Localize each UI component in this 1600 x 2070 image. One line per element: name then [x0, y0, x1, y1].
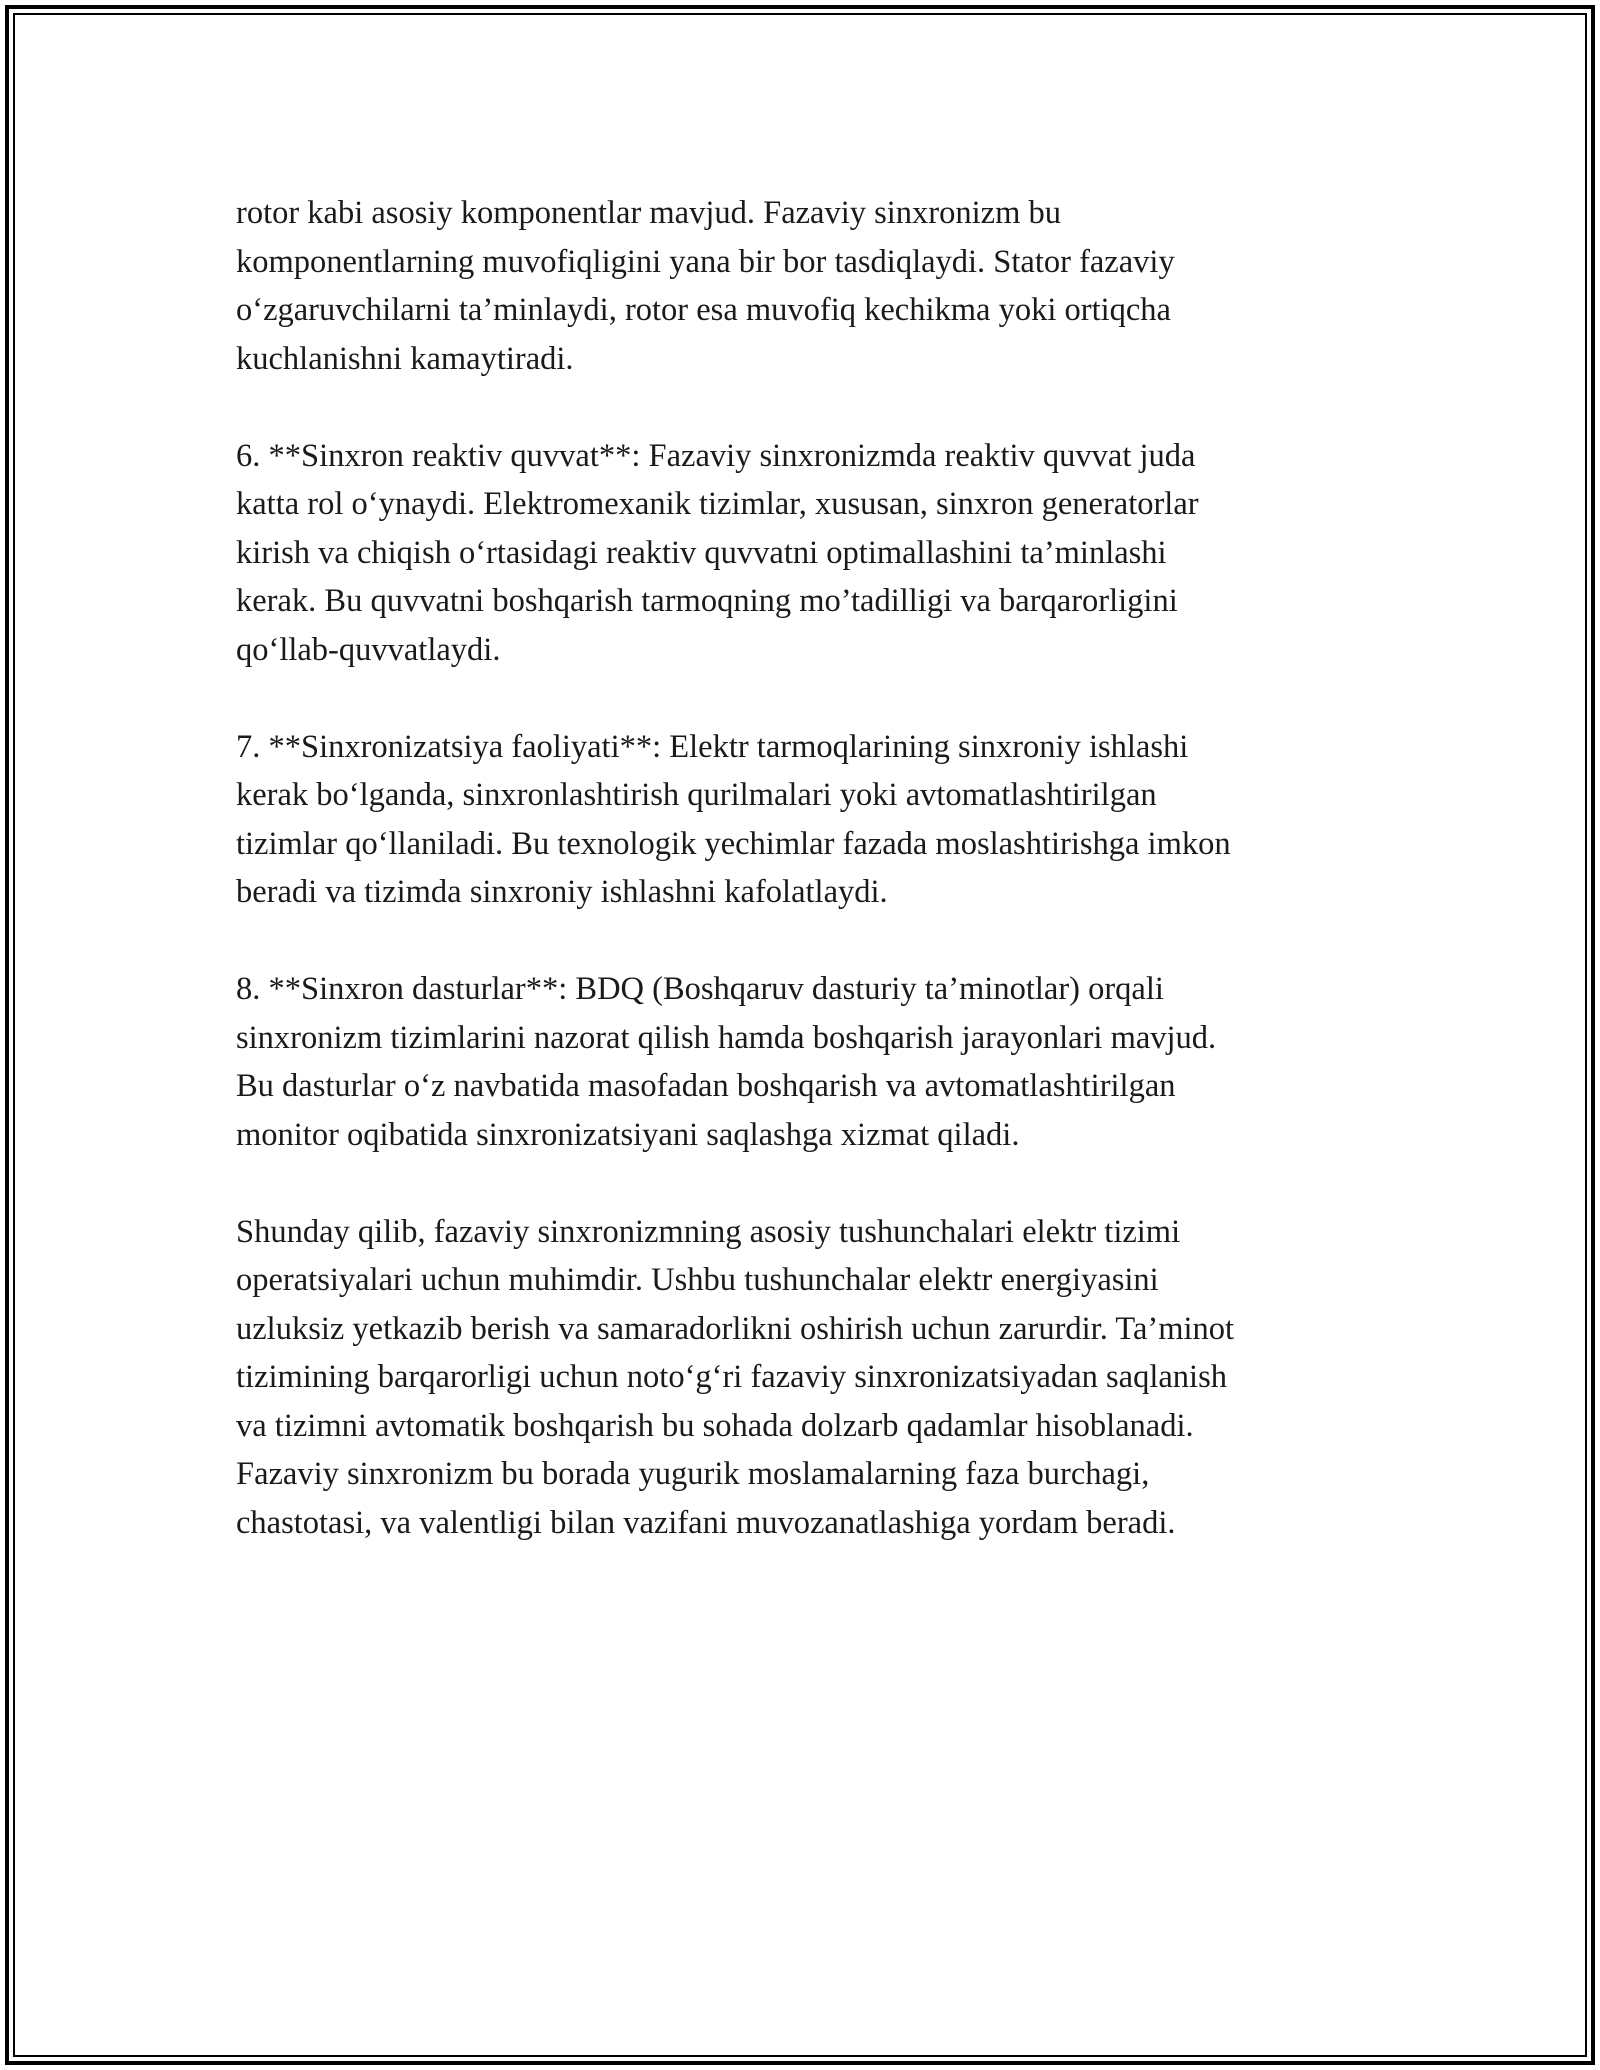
- text-line: Bu dasturlar o‘z navbatida masofadan boshqarish va avtomatlashtirilgan: [236, 1068, 1176, 1104]
- paragraph-item-7-synchronization: [236, 723, 1386, 917]
- paragraph-item-8-software: [236, 965, 1386, 1159]
- text-line: kuchlanishni kamaytiradi.: [236, 340, 574, 377]
- text-line: monitor oqibatida sinxronizatsiyani saqlashga xizmat qiladi.: [236, 1116, 1020, 1153]
- text-line: kerak. Bu quvvatni boshqarish tarmoqning mo’tadilligi va barqarorligini: [236, 583, 1178, 619]
- text-line: beradi va tizimda sinxroniy ishlashni kafolatlaydi.: [236, 874, 888, 910]
- text-line: tizimlar qo‘llaniladi. Bu texnologik yechimlar fazada moslashtirishga imkon: [236, 825, 1231, 862]
- text-line: kerak bo‘lganda, sinxronlashtirish qurilmalari yoki avtomatlashtirilgan: [236, 777, 1157, 813]
- text-line: sinxronizm tizimlarini nazorat qilish hamda boshqarish jarayonlari mavjud.: [236, 1019, 1217, 1056]
- text-line: va tizimni avtomatik boshqarish bu sohada dolzarb qadamlar hisoblanadi.: [236, 1407, 1194, 1444]
- text-line: operatsiyalari uchun muhimdir. Ushbu tushunchalar elektr energiyasini: [236, 1262, 1159, 1298]
- text-line: komponentlarning muvofiqligini yana bir bor tasdiqlaydi. Stator fazaviy: [236, 243, 1175, 280]
- text-line: Fazaviy sinxronizm bu borada yugurik moslamalarning faza burchagi,: [236, 1456, 1150, 1492]
- text-line: 6. **Sinxron reaktiv quvvat**: Fazaviy sinxronizmda reaktiv quvvat juda: [236, 437, 1196, 474]
- paragraph-rotor-components: [236, 189, 1386, 383]
- text-line: qo‘llab-quvvatlaydi.: [236, 631, 501, 668]
- text-line: tizimining barqarorligi uchun noto‘g‘ri fazaviy sinxronizatsiyadan saqlanish: [236, 1359, 1227, 1395]
- text-line: kirish va chiqish o‘rtasidagi reaktiv quvvatni optimallashini ta’minlashi: [236, 534, 1167, 571]
- text-line: rotor kabi asosiy komponentlar mavjud. Fazaviy sinxronizm bu: [236, 195, 1061, 231]
- paragraph-item-6-reactive-power: [236, 432, 1386, 675]
- document-body: [236, 189, 1386, 1596]
- text-line: katta rol o‘ynaydi. Elektromexanik tizimlar, xususan, sinxron generatorlar: [236, 486, 1199, 522]
- text-line: chastotasi, va valentligi bilan vazifani muvozanatlashiga yordam beradi.: [236, 1504, 1176, 1541]
- text-line: 7. **Sinxronizatsiya faoliyati**: Elektr tarmoqlarining sinxroniy ishlashi: [236, 728, 1189, 765]
- text-line: uzluksiz yetkazib berish va samaradorlikni oshirish uchun zarurdir. Ta’minot: [236, 1310, 1235, 1347]
- paragraph-conclusion: [236, 1208, 1386, 1548]
- text-line: o‘zgaruvchilarni ta’minlaydi, rotor esa muvofiq kechikma yoki ortiqcha: [236, 292, 1171, 328]
- text-line: 8. **Sinxron dasturlar**: BDQ (Boshqaruv dasturiy ta’minotlar) orqali: [236, 971, 1164, 1007]
- text-line: Shunday qilib, fazaviy sinxronizmning asosiy tushunchalari elektr tizimi: [236, 1213, 1181, 1250]
